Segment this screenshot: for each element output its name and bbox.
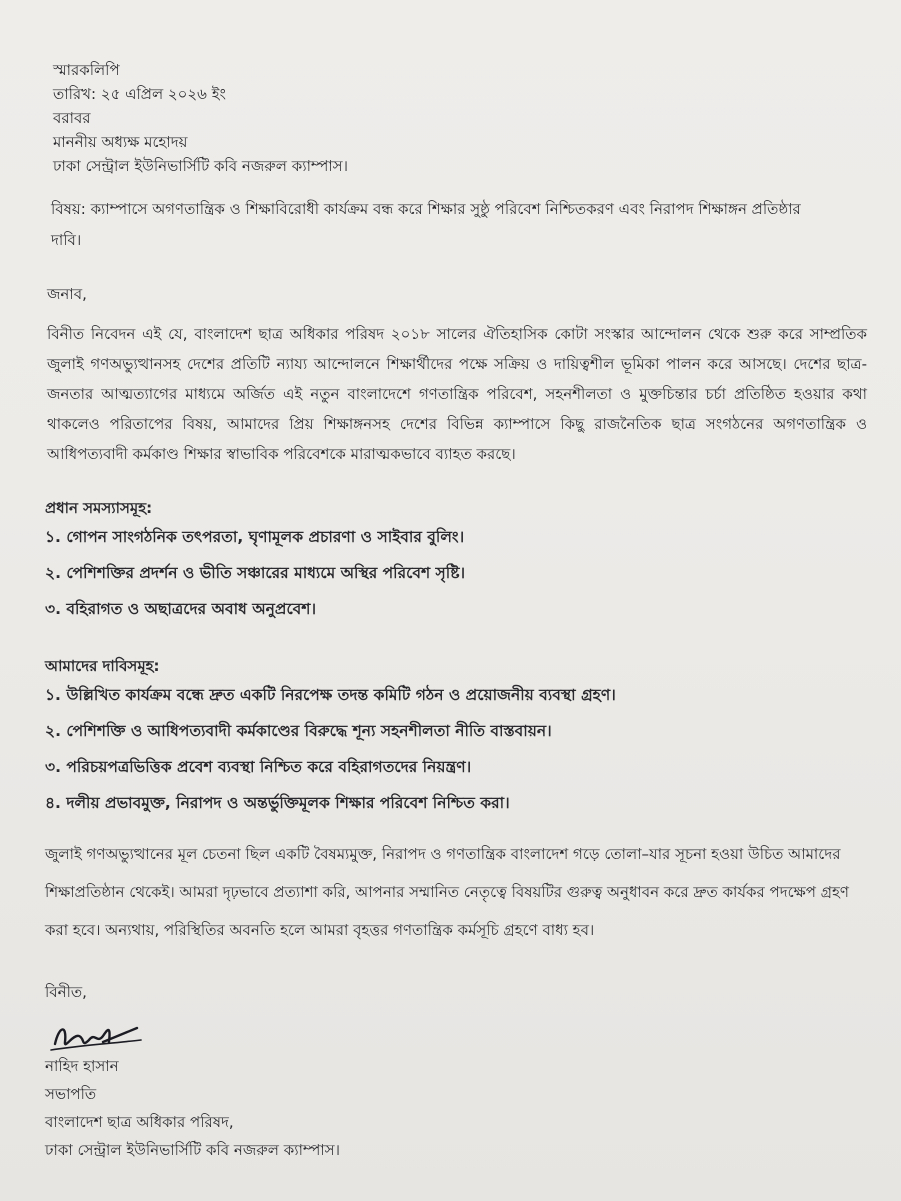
signer-block bbox=[45, 1052, 861, 1164]
demands-title: আমাদের দাবিসমূহ: bbox=[45, 657, 160, 675]
problems-title: প্রধান সমস্যাসমূহ: bbox=[45, 499, 153, 517]
memo-recipient: মাননীয় অধ্যক্ষ মহোদয় bbox=[53, 133, 188, 151]
problem-item: ২. পেশিশক্তির প্রদর্শন ও ভীতি সঞ্চারের মাধ্যমে অস্থির পরিবেশ সৃষ্টি। bbox=[45, 564, 466, 582]
conclusion-paragraph: জুলাই গণঅভ্যুত্থানের মূল চেতনা ছিল একটি বৈষম্যমুক্ত, নিরাপদ ও গণতান্ত্রিক বাংলাদেশ গড়ে তোলা–যার সূচনা হওয়া উচিত আমাদের শিক্ষাপ্রতিষ্ঠান থেকেই। আমরা দৃঢ়ভাবে প্রত্যাশা করি, আপনার সম্মানিত নেতৃত্বে বিষয়টির গুরুত্ব অনুধাবন করে দ্রুত কার্যকর পদক্ষেপ গ্রহণ করা হবে। অন্যথায়, পরিস্থিতির অবনতি হলে আমরা বৃহত্তর গণতান্ত্রিক কর্মসূচি গ্রহণে বাধ্য হব। bbox=[45, 845, 849, 939]
demand-item: ২. পেশিশক্তি ও আধিপত্যবাদী কর্মকাণ্ডের বিরুদ্ধে শূন্য সহনশীলতা নীতি বাস্তবায়ন। bbox=[45, 722, 552, 740]
signer-campus: ঢাকা সেন্ট্রাল ইউনিভার্সিটি কবি নজরুল ক্যাম্পাস। bbox=[45, 1141, 340, 1159]
problem-item: ৩. বহিরাগত ও অছাত্রদের অবাধ অনুপ্রবেশ। bbox=[45, 600, 317, 618]
signer-name: নাহিদ হাসান bbox=[45, 1057, 119, 1075]
signer-title: সভাপতি bbox=[45, 1085, 97, 1103]
memo-subject: বিষয়: ক্যাম্পাসে অগণতান্ত্রিক ও শিক্ষাবিরোধী কার্যক্রম বন্ধ করে শিক্ষার সুষ্ঠু পরিবেশ নিশ্চিতকরণ এবং নিরাপদ শিক্ষাঙ্গন প্রতিষ্ঠার দাবি। bbox=[51, 200, 801, 249]
memo-ref: স্মারকলিপি bbox=[53, 61, 120, 79]
letter-header bbox=[45, 58, 861, 178]
demand-item: ৩. পরিচয়পত্রভিত্তিক প্রবেশ ব্যবস্থা নিশ্চিত করে বহিরাগতদের নিয়ন্ত্রণ। bbox=[45, 758, 472, 776]
problems-section bbox=[45, 497, 861, 627]
memo-to: বরাবর bbox=[53, 109, 91, 127]
signer-org: বাংলাদেশ ছাত্র অধিকার পরিষদ, bbox=[45, 1113, 234, 1131]
intro-paragraph: বিনীত নিবেদন এই যে, বাংলাদেশ ছাত্র অধিকার পরিষদ ২০১৮ সালের ঐতিহাসিক কোটা সংস্কার আন্দোলন থেকে শুরু করে সাম্প্রতিক জুলাই গণঅভ্যুত্থানসহ দেশের প্রতিটি ন্যায্য আন্দোলনে শিক্ষার্থীদের পক্ষে সক্রিয় ও দায়িত্বশীল ভূমিকা পালন করে আসছে। দেশের ছাত্র-জনতার আত্মত্যাগের মাধ্যমে অর্জিত এই নতুন বাংলাদেশে গণতান্ত্রিক পরিবেশ, সহনশীলতা ও মুক্তচিন্তার চর্চা প্রতিষ্ঠিত হওয়ার কথা থাকলেও পরিতাপের বিষয়, আমাদের প্রিয় শিক্ষাঙ্গনসহ দেশের বিভিন্ন ক্যাম্পাসে কিছু রাজনৈতিক ছাত্র সংগঠনের অগণতান্ত্রিক ও আধিপত্যবাদী কর্মকাণ্ড শিক্ষার স্বাভাবিক পরিবেশকে মারাত্মকভাবে ব্যাহত করছে। bbox=[47, 325, 867, 463]
salutation: জনাব, bbox=[47, 285, 87, 303]
memo-date: তারিখ: ২৫ এপ্রিল ২০২৬ ইং bbox=[53, 85, 226, 103]
demand-item: ৪. দলীয় প্রভাবমুক্ত, নিরাপদ ও অন্তর্ভুক্তিমূলক শিক্ষার পরিবেশ নিশ্চিত করা। bbox=[45, 794, 510, 812]
memo-institution: ঢাকা সেন্ট্রাল ইউনিভার্সিটি কবি নজরুল ক্যাম্পাস। bbox=[53, 157, 348, 175]
problem-item: ১. গোপন সাংগঠনিক তৎপরতা, ঘৃণামূলক প্রচারণা ও সাইবার বুলিং। bbox=[45, 528, 465, 546]
demand-item: ১. উল্লিখিত কার্যক্রম বন্ধে দ্রুত একটি নিরপেক্ষ তদন্ত কমিটি গঠন ও প্রয়োজনীয় ব্যবস্থা গ্রহণ। bbox=[45, 686, 616, 704]
closing-line: বিনীত, bbox=[45, 983, 87, 1001]
demands-section bbox=[45, 655, 861, 821]
